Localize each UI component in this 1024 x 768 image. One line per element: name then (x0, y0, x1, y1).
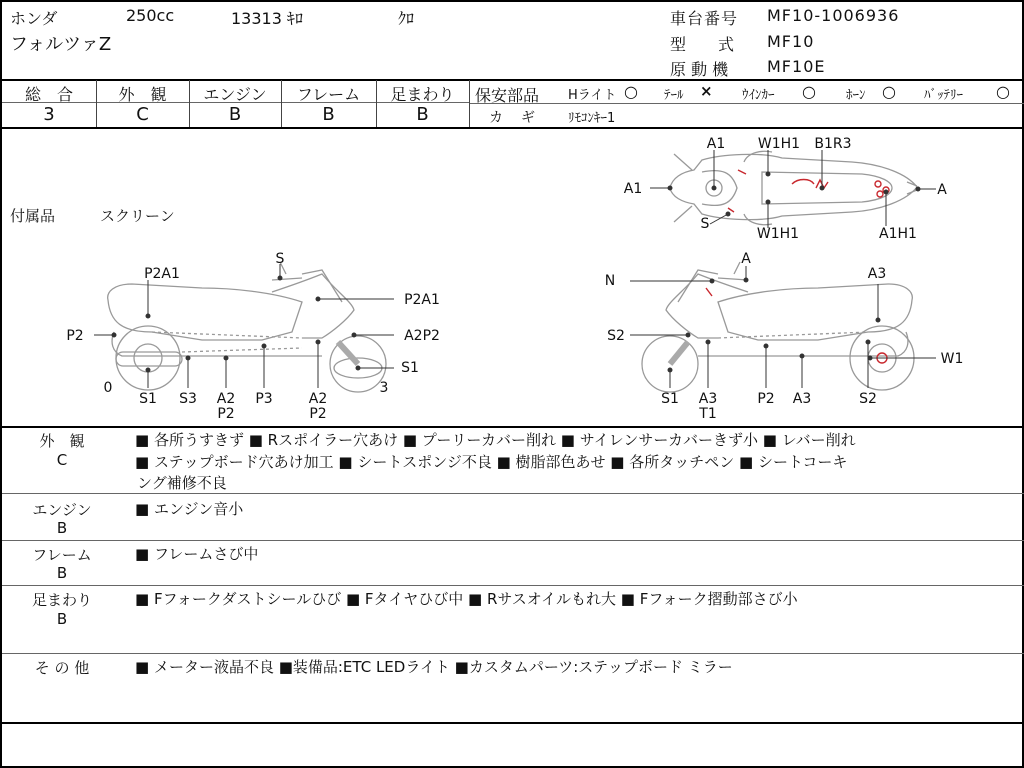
frame-number-label: 車台番号 (670, 9, 739, 28)
diagram-label: A3 (792, 391, 812, 407)
scooter-top-view (670, 151, 917, 224)
overall-grade-label: 総 合 (24, 85, 73, 104)
overall-grade: 3 (43, 104, 55, 125)
remark-category: エンジン (32, 501, 92, 519)
remark-grade: C (56, 451, 68, 469)
engine-model-value: MF10E (767, 57, 826, 76)
diagram-label: W1 (940, 351, 964, 367)
diagram-label: P2A1 (404, 292, 440, 308)
divider (469, 80, 470, 127)
safety-item-name: ﾎｰﾝ (846, 88, 866, 103)
safety-parts-label: 保安部品 (475, 86, 540, 105)
diagram-label: P2 (217, 406, 235, 422)
diagram-label: N (604, 273, 616, 289)
color: ｸﾛ (398, 9, 415, 28)
diagram-label: P2 (66, 328, 84, 344)
remark-category: 足まわり (31, 591, 92, 609)
diagram-label: A3 (698, 391, 718, 407)
damage-diagram (2, 128, 1022, 426)
remark-line: ■ フレームさび中 (135, 545, 259, 563)
remark-line: ■ エンジン音小 (135, 500, 244, 518)
remark-category: そ の 他 (34, 659, 90, 677)
suspension-grade-label: 足まわり (390, 85, 455, 104)
diagram-label: W1H1 (757, 136, 801, 152)
maker: ホンダ (10, 9, 58, 28)
diagram-label: P3 (255, 391, 273, 407)
divider (2, 79, 1024, 81)
divider (2, 540, 1024, 541)
safety-item-mark: × (700, 82, 713, 100)
divider (2, 653, 1024, 654)
diagram-label: P2 (309, 406, 327, 422)
remark-line: ■ メーター液晶不良 ■装備品:ETC LEDライト ■カスタムパーツ:ステップボード ミラー (135, 658, 733, 676)
diagram-label: S3 (179, 391, 197, 407)
frame-grade-label: フレーム (296, 85, 361, 104)
remark-grade: B (56, 564, 68, 582)
diagram-label: A2P2 (404, 328, 440, 344)
diagram-label: A1 (706, 136, 726, 152)
diagram-label: S2 (859, 391, 877, 407)
safety-item-name: ｳｲﾝｶｰ (742, 88, 775, 103)
divider (2, 426, 1024, 428)
diagram-label: A (741, 251, 751, 267)
remark-grade: B (56, 610, 68, 628)
engine-grade-label: エンジン (203, 85, 267, 104)
exterior-grade-label: 外 観 (118, 85, 167, 104)
diagram-label: 3 (379, 380, 389, 396)
safety-item-name: Hライト (568, 88, 617, 103)
type-value: MF10 (767, 32, 815, 51)
diagram-label: W1H1 (756, 226, 800, 242)
diagram-label: S (700, 216, 710, 232)
accessories-value: スクリーン (100, 207, 175, 225)
remark-line: ング補修不良 (137, 474, 227, 492)
safety-item-mark: ○ (802, 82, 816, 101)
diagram-label: B1R3 (814, 136, 852, 152)
divider (2, 585, 1024, 586)
displacement: 250cc (126, 6, 175, 25)
remark-line: ■ Fフォークダストシールひび ■ Fタイヤひび中 ■ Rサスオイルもれ大 ■ Fフォーク摺動部さび小 (135, 590, 798, 608)
safety-item-mark: ○ (624, 82, 638, 101)
type-label: 型 式 (670, 35, 735, 54)
exterior-grade: C (136, 104, 149, 125)
remark-grade: B (56, 519, 68, 537)
diagram-label: S1 (139, 391, 157, 407)
remark-category: 外 観 (39, 432, 85, 450)
accessories-label: 付属品 (10, 207, 56, 225)
frame-grade: B (322, 104, 335, 125)
remark-line: ■ ステップボード穴あけ加工 ■ シートスポンジ不良 ■ 樹脂部色あせ ■ 各所タッチペン ■ シートコーキ (135, 453, 848, 471)
diagram-label: P2 (757, 391, 775, 407)
suspension-grade: B (416, 104, 429, 125)
safety-item-mark: ○ (882, 82, 896, 101)
diagram-label: S1 (401, 360, 419, 376)
frame-number: MF10-1006936 (767, 6, 900, 25)
mileage: 13313 ｷﾛ (231, 9, 303, 28)
divider (470, 103, 1024, 104)
model-name: フォルツァZ (10, 34, 112, 55)
diagram-label: 0 (103, 380, 113, 396)
diagram-label: A1H1 (879, 226, 917, 242)
diagram-label: S1 (661, 391, 679, 407)
diagram-label: S2 (607, 328, 625, 344)
diagram-label: A3 (867, 266, 887, 282)
diagram-label: A (937, 182, 947, 198)
safety-item-name: ﾃｰﾙ (664, 88, 684, 103)
safety-item-mark: ○ (996, 82, 1010, 101)
diagram-label: A2 (308, 391, 328, 407)
diagram-label: S (275, 251, 285, 267)
engine-grade: B (228, 104, 242, 125)
diagram-label: T1 (699, 406, 717, 422)
remark-line: ■ 各所うすきず ■ Rスポイラー穴あけ ■ プーリーカバー削れ ■ サイレンサーカバーきず小 ■ レバー削れ (135, 431, 856, 449)
divider (2, 722, 1024, 724)
engine-model-label: 原 動 機 (670, 60, 729, 79)
diagram-label: P2A1 (144, 266, 180, 282)
diagram-label: A1 (623, 181, 643, 197)
diagram-label: A2 (216, 391, 236, 407)
remark-category: フレーム (32, 546, 92, 564)
safety-item-name: ﾊﾞｯﾃﾘｰ (924, 88, 963, 103)
key-label: カ ギ (489, 110, 537, 126)
key-value: ﾘﾓｺﾝｷｰ1 (568, 111, 616, 126)
